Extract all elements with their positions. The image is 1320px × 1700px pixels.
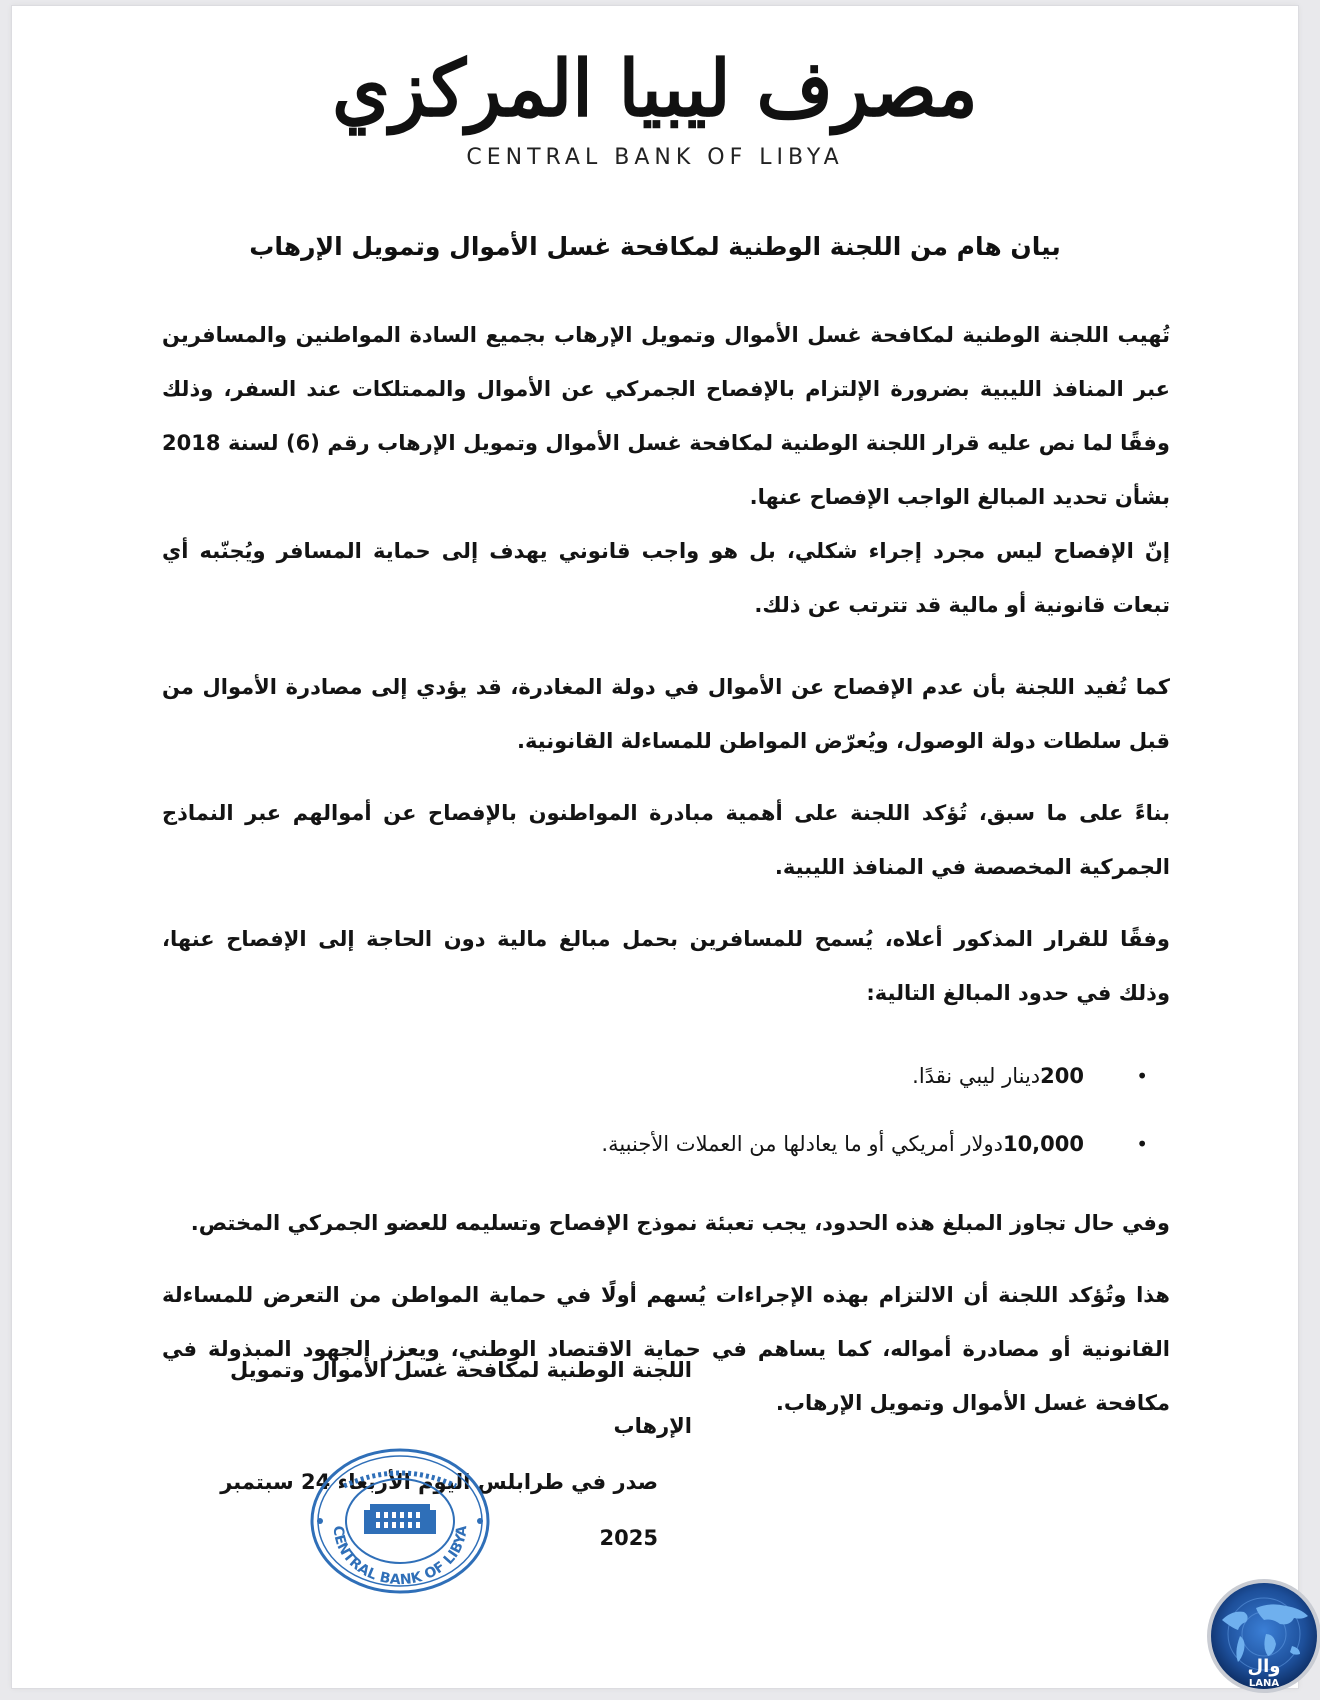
stamp-seal-icon	[308, 1446, 492, 1596]
bullet-icon: •	[1136, 1064, 1148, 1088]
paragraph-3: كما تُفيد اللجنة بأن عدم الإفصاح عن الأموال في دولة المغادرة، قد يؤدي إلى مصادرة الأموال من قبل سلطات دولة الوصول، ويُعرّض المواطن للمساءلة القانونية.	[162, 675, 1170, 753]
bank-logo-arabic: مصرف ليبيا المركزي	[332, 43, 978, 135]
document-page	[12, 6, 1298, 1688]
statement-body	[162, 308, 1170, 1430]
svg-text:وال: وال	[1247, 1656, 1281, 1677]
svg-text:CENTRAL BANK OF LIBYA: CENTRAL BANK OF LIBYA	[329, 1525, 471, 1589]
bank-stamp	[308, 1446, 492, 1596]
limit-amount: 10,000	[1002, 1132, 1084, 1156]
bank-logo-english: CENTRAL BANK OF LIBYA	[466, 145, 844, 170]
paragraph-5: وفقًا للقرار المذكور أعلاه، يُسمح للمسافرين بحمل مبالغ مالية دون الحاجة إلى الإفصاح عنها، وذلك في حدود المبالغ التالية:	[162, 927, 1170, 1005]
lana-globe-icon	[1204, 1576, 1320, 1696]
limit-text: دولار أمريكي أو ما يعادلها من العملات الأجنبية.	[601, 1132, 1003, 1156]
bullet-icon: •	[1136, 1132, 1148, 1156]
limit-item-dollar	[162, 1110, 1170, 1178]
limit-text: دينار ليبي نقدًا.	[912, 1064, 1041, 1088]
committee-name: اللجنة الوطنية لمكافحة غسل الأموال وتمويل الإرهاب	[230, 1358, 692, 1438]
svg-text:LANA: LANA	[1248, 1678, 1280, 1689]
letterhead	[12, 34, 1298, 172]
paragraph-4: بناءً على ما سبق، تُؤكد اللجنة على أهمية مبادرة المواطنون بالإفصاح عن أموالهم عبر النماذج الجمركية المخصصة في المنافذ الليبية.	[162, 801, 1170, 879]
lana-logo	[1204, 1576, 1320, 1696]
paragraph-1: تُهيب اللجنة الوطنية لمكافحة غسل الأموال وتمويل الإرهاب بجميع السادة المواطنين والمسافرين عبر المنافذ الليبية بضرورة الإلتزام بالإفصاح الجمركي عن الأموال والممتلكات عند السفر، وذلك وفقًا لما نص عليه قرار اللجنة الوطنية لمكافحة غسل الأموال وتمويل الإرهاب رقم (6) لسنة 2018 بشأن تحديد المبالغ الواجب الإفصاح عنها.	[162, 323, 1170, 509]
limit-item-dinar	[162, 1042, 1170, 1110]
issue-date: صدر في طرابلس اليوم الأربعاء 24 سبتمبر 2025	[220, 1470, 658, 1550]
limits-list	[162, 1042, 1170, 1178]
paragraph-6: وفي حال تجاوز المبلغ هذه الحدود، يجب تعبئة نموذج الإفصاح وتسليمه للعضو الجمركي المختص.	[190, 1211, 1170, 1235]
paragraph-2: إنّ الإفصاح ليس مجرد إجراء شكلي، بل هو واجب قانوني يهدف إلى حماية المسافر ويُجنّبه أي تبعات قانونية أو مالية قد تترتب عن ذلك.	[162, 539, 1170, 617]
statement-title: بيان هام من اللجنة الوطنية لمكافحة غسل الأموال وتمويل الإرهاب	[249, 232, 1061, 261]
limit-amount: 200	[1040, 1064, 1084, 1088]
paragraph-7: هذا وتُؤكد اللجنة أن الالتزام بهذه الإجراءات يُسهم أولًا في حماية المواطن من التعرض للمساءلة القانونية أو مصادرة أمواله، كما يساهم في حماية الاقتصاد الوطني، ويعزز الجهود المبذولة في مكافحة غسل الأموال وتمويل الإرهاب.	[162, 1283, 1170, 1415]
